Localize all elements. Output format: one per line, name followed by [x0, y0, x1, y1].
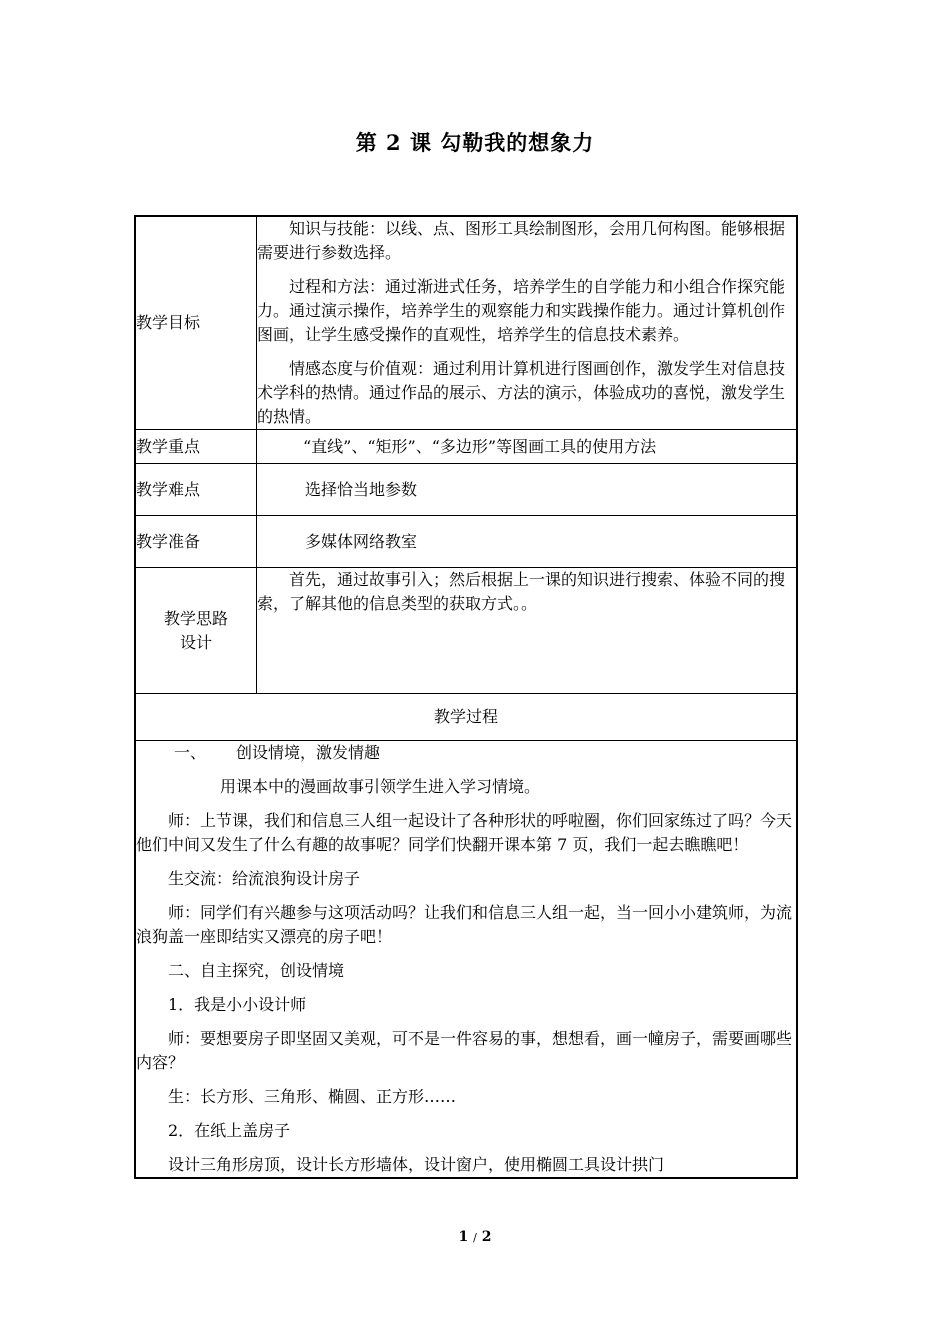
lesson-plan-table — [134, 215, 798, 1179]
table-row — [135, 516, 797, 568]
goals-paragraph: 情感态度与价值观：通过利用计算机进行图画创作，激发学生对信息技术学科的热情。通过作品的展示、方法的演示，体验成功的喜悦，激发学生的热情。 — [257, 359, 786, 426]
key-points-content: “直线”、“矩形”、“多边形”等图画工具的使用方法 — [257, 430, 798, 464]
section2-heading: 二、自主探究，创设情境 — [168, 961, 345, 980]
design-label-line: 教学思路 — [163, 608, 228, 628]
subsection-heading: 2．在纸上盖房子 — [168, 1121, 291, 1140]
process-content — [135, 741, 797, 1179]
process-paragraph: 生：长方形、三角形、椭圆、正方形…… — [168, 1087, 457, 1106]
table-row — [135, 216, 797, 430]
difficulties-label: 教学难点 — [135, 464, 257, 516]
section1-heading — [136, 741, 796, 765]
table-row — [135, 694, 797, 741]
goals-label: 教学目标 — [135, 216, 257, 430]
goals-paragraph: 过程和方法：通过渐进式任务，培养学生的自学能力和小组合作探究能力。通过演示操作，培养学生的观察能力和实践操作能力。通过计算机创作图画，让学生感受操作的直观性，培养学生的信息技术素养。 — [257, 277, 786, 344]
table-row — [135, 741, 797, 1179]
process-paragraph: 师：要想要房子即坚固又美观，可不是一件容易的事，想想看，画一幢房子，需要画哪些内容？ — [136, 1029, 793, 1072]
total-pages: 2 — [481, 1229, 492, 1245]
key-points-label: 教学重点 — [135, 430, 257, 464]
design-content — [257, 568, 798, 694]
difficulties-content: 选择恰当地参数 — [257, 464, 798, 516]
table-row — [135, 568, 797, 694]
goals-content — [257, 216, 798, 430]
process-paragraph: 设计三角形房顶，设计长方形墙体，设计窗户，使用椭圆工具设计拱门 — [168, 1155, 665, 1174]
process-paragraph: 师：上节课，我们和信息三人组一起设计了各种形状的呼啦圈，你们回家练过了吗？今天他们中间又发生了什么有趣的故事呢？同学们快翻开课本第 7 页，我们一起去瞧瞧吧！ — [136, 811, 793, 854]
goals-paragraph: 知识与技能：以线、点、图形工具绘制图形，会用几何构图。能够根据需要进行参数选择。 — [257, 219, 786, 262]
design-label-line: 设计 — [179, 632, 212, 652]
section1-number: 一、 — [174, 743, 207, 762]
page-separator: / — [473, 1231, 477, 1244]
current-page: 1 — [458, 1229, 469, 1245]
design-paragraph: 首先，通过故事引入；然后根据上一课的知识进行搜索、体验不同的搜索，了解其他的信息类型的获取方式。。 — [257, 570, 786, 613]
table-row — [135, 464, 797, 516]
process-paragraph: 生交流：给流浪狗设计房子 — [168, 869, 361, 888]
preparation-label: 教学准备 — [135, 516, 257, 568]
page-title: 第 2 课 勾勒我的想象力 — [355, 130, 595, 155]
subsection-heading: 1．我是小小设计师 — [168, 995, 307, 1014]
process-paragraph: 用课本中的漫画故事引领学生进入学习情境。 — [220, 777, 541, 796]
process-paragraph: 师：同学们有兴趣参与这项活动吗？让我们和信息三人组一起，当一回小小建筑师，为流浪狗盖一座即结实又漂亮的房子吧！ — [136, 903, 793, 946]
process-heading: 教学过程 — [135, 694, 797, 741]
table-row — [135, 430, 797, 464]
page-number — [0, 1229, 950, 1245]
design-label — [135, 568, 257, 694]
preparation-content: 多媒体网络教室 — [257, 516, 798, 568]
section1-title: 创设情境，激发情趣 — [236, 743, 381, 762]
